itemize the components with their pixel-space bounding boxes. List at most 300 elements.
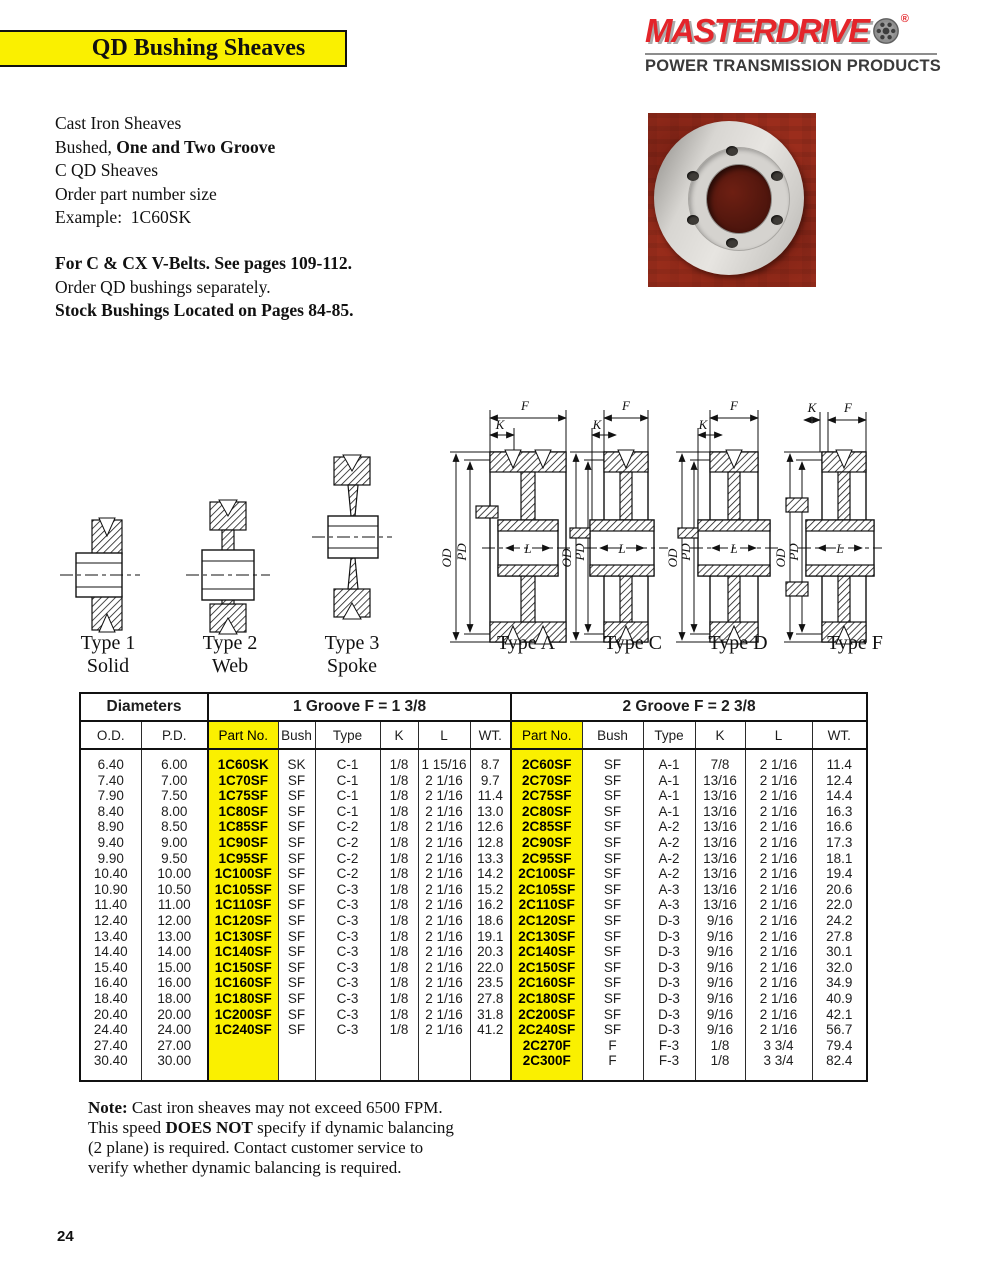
table-cell: D-3: [643, 929, 695, 945]
table-cell: 24.2: [812, 913, 867, 929]
table-cell: 10.50: [141, 882, 208, 898]
table-cell: 1/8: [380, 773, 418, 789]
part-no-cell: 2C180SF: [511, 991, 582, 1007]
table-cell: 1/8: [380, 944, 418, 960]
table-cell: C-1: [315, 788, 380, 804]
table-cell: 13/16: [695, 819, 745, 835]
table-row: [80, 1007, 867, 1023]
logo-divider: [645, 53, 937, 55]
table-cell: [315, 1053, 380, 1081]
part-no-cell: 1C110SF: [208, 897, 278, 913]
table-cell: 12.6: [470, 819, 511, 835]
table-cell: 9.40: [97, 834, 124, 850]
table-cell: SF: [582, 929, 643, 945]
table-cell: 30.00: [141, 1053, 208, 1081]
table-row: [80, 975, 867, 991]
col-header-part-no-2: Part No.: [511, 721, 582, 749]
logo-tagline: POWER TRANSMISSION PRODUCTS: [645, 57, 941, 75]
table-cell: SF: [582, 882, 643, 898]
part-no-cell: 2C75SF: [511, 788, 582, 804]
table-cell: SF: [582, 1022, 643, 1038]
part-no-cell: 1C200SF: [208, 1007, 278, 1023]
page-number: 24: [57, 1228, 74, 1245]
table-cell: 2 1/16: [745, 819, 812, 835]
table-cell: 9/16: [695, 913, 745, 929]
table-cell: 1/8: [695, 1053, 745, 1081]
table-cell: 13/16: [695, 835, 745, 851]
table-cell: 2 1/16: [418, 773, 470, 789]
table-cell: C-3: [315, 960, 380, 976]
table-cell: 1/8: [380, 835, 418, 851]
table-cell: 2 1/16: [418, 882, 470, 898]
table-row: [80, 897, 867, 913]
table-cell: A-3: [643, 897, 695, 913]
logo-brand-text: MASTERDRIVE: [645, 12, 869, 49]
table-cell: 17.3: [812, 835, 867, 851]
table-row: [80, 749, 867, 773]
table-cell: 1/8: [380, 929, 418, 945]
part-no-cell: 2C110SF: [511, 897, 582, 913]
table-cell: 56.7: [812, 1022, 867, 1038]
dim-label-L: L: [524, 541, 532, 556]
table-cell: 9/16: [695, 975, 745, 991]
table-cell: D-3: [643, 960, 695, 976]
table-cell: 1/8: [380, 851, 418, 867]
table-cell: 1/8: [380, 749, 418, 773]
table-cell: 1/8: [380, 819, 418, 835]
table-row: [80, 929, 867, 945]
table-cell: 13/16: [695, 897, 745, 913]
table-group-header-row: [80, 693, 867, 721]
part-no-cell: 2C70SF: [511, 773, 582, 789]
table-cell: 1 15/16: [418, 749, 470, 773]
table-cell: A-2: [643, 851, 695, 867]
table-cell: SF: [278, 804, 315, 820]
table-cell: 12.8: [470, 835, 511, 851]
diagram-caption-type-3: Type 3 Spoke: [324, 632, 380, 677]
table-cell: 30.1: [812, 944, 867, 960]
table-cell: 6.40: [97, 757, 124, 772]
table-cell: 2 1/16: [745, 944, 812, 960]
table-cell: SF: [278, 913, 315, 929]
table-cell: 2 1/16: [745, 929, 812, 945]
part-no-cell: 1C100SF: [208, 866, 278, 882]
table-cell: 3 3/4: [745, 1038, 812, 1054]
part-no-cell: 2C85SF: [511, 819, 582, 835]
table-cell: C-3: [315, 882, 380, 898]
table-cell: 2 1/16: [418, 960, 470, 976]
table-cell: 11.4: [812, 749, 867, 773]
table-cell: 2 1/16: [745, 960, 812, 976]
part-no-cell: 2C60SF: [511, 749, 582, 773]
table-cell: 13/16: [695, 804, 745, 820]
bolt-hole: [687, 215, 699, 225]
dim-label-F: F: [730, 398, 738, 413]
table-cell: SF: [582, 960, 643, 976]
bolt-hole: [771, 171, 783, 181]
table-row: [80, 804, 867, 820]
dim-label-PD: PD: [454, 543, 469, 561]
col-header-bush-2: Bush: [582, 721, 643, 749]
part-no-cell: 2C120SF: [511, 913, 582, 929]
table-cell: 2 1/16: [418, 851, 470, 867]
table-cell: D-3: [643, 1007, 695, 1023]
table-cell: 2 1/16: [745, 749, 812, 773]
group-header-diameters: Diameters: [106, 698, 182, 715]
table-cell: 2 1/16: [418, 929, 470, 945]
table-cell: 20.00: [141, 1007, 208, 1023]
table-cell: SF: [278, 960, 315, 976]
table-cell: 10.40: [93, 866, 128, 882]
table-cell: 13.00: [141, 929, 208, 945]
diagram-caption-type-f: Type F: [827, 632, 883, 654]
table-cell: [418, 1038, 470, 1054]
table-cell: 1/8: [380, 804, 418, 820]
table-cell: 2 1/16: [418, 897, 470, 913]
table-cell: 19.1: [470, 929, 511, 945]
table-cell: 12.40: [93, 912, 128, 928]
table-cell: C-2: [315, 866, 380, 882]
table-cell: 42.1: [812, 1007, 867, 1023]
table-cell: SK: [278, 749, 315, 773]
table-cell: C-3: [315, 1007, 380, 1023]
table-cell: C-3: [315, 944, 380, 960]
part-no-cell: 2C80SF: [511, 804, 582, 820]
table-cell: 24.40: [93, 1022, 128, 1038]
table-cell: 10.00: [141, 866, 208, 882]
table-cell: C-3: [315, 975, 380, 991]
table-cell: 2 1/16: [418, 788, 470, 804]
dim-label-PD: PD: [678, 543, 693, 561]
part-no-cell: 2C270F: [511, 1038, 582, 1054]
table-cell: 1/8: [380, 1007, 418, 1023]
table-cell: A-2: [643, 866, 695, 882]
table-cell: 14.2: [470, 866, 511, 882]
table-cell: 2 1/16: [418, 944, 470, 960]
table-cell: 1/8: [380, 788, 418, 804]
table-cell: SF: [582, 804, 643, 820]
table-cell: 32.0: [812, 960, 867, 976]
sheave-bore: [706, 164, 772, 234]
table-cell: 2 1/16: [745, 975, 812, 991]
table-cell: [418, 1053, 470, 1081]
ordering-info: [55, 252, 354, 323]
table-cell: SF: [278, 929, 315, 945]
diagram-caption-type-1: Type 1 Solid: [80, 632, 136, 677]
type-1-diagram: [60, 518, 140, 632]
table-cell: 9/16: [695, 929, 745, 945]
table-cell: 2 1/16: [745, 1022, 812, 1038]
table-cell: 7.40: [97, 772, 124, 788]
table-cell: [380, 1053, 418, 1081]
table-cell: 9/16: [695, 960, 745, 976]
table-cell: 2 1/16: [745, 851, 812, 867]
product-description: [55, 112, 275, 230]
table-cell: SF: [582, 773, 643, 789]
sheave-table-body: [80, 749, 867, 1081]
table-row: [80, 913, 867, 929]
table-cell: D-3: [643, 913, 695, 929]
table-cell: C-2: [315, 819, 380, 835]
table-cell: 13/16: [695, 788, 745, 804]
bolt-hole: [687, 171, 699, 181]
type-d-diagram: [665, 398, 778, 644]
table-cell: 10.90: [93, 881, 128, 897]
table-cell: D-3: [643, 991, 695, 1007]
dim-label-PD: PD: [786, 543, 801, 561]
table-cell: 22.0: [812, 897, 867, 913]
table-cell: 9.00: [141, 835, 208, 851]
table-cell: 2 1/16: [745, 913, 812, 929]
table-cell: SF: [278, 1022, 315, 1038]
gear-icon: [871, 15, 901, 50]
dim-label-L: L: [730, 541, 738, 556]
table-cell: 2 1/16: [418, 866, 470, 882]
part-no-cell: 2C160SF: [511, 975, 582, 991]
table-cell: 14.4: [812, 788, 867, 804]
dim-label-OD: OD: [773, 548, 788, 568]
table-cell: 12.00: [141, 913, 208, 929]
table-cell: SF: [278, 975, 315, 991]
col-header-k-1: K: [380, 721, 418, 749]
group-header-two-groove: 2 Groove F = 2 3/8: [511, 693, 867, 721]
table-row: [80, 851, 867, 867]
table-cell: 1/8: [380, 882, 418, 898]
table-cell: 16.2: [470, 897, 511, 913]
part-no-cell: 2C140SF: [511, 944, 582, 960]
table-cell: C-1: [315, 749, 380, 773]
table-cell: A-2: [643, 835, 695, 851]
description-line: Cast Iron Sheaves: [55, 113, 182, 133]
col-header-type-2: Type: [643, 721, 695, 749]
part-no-cell: 2C200SF: [511, 1007, 582, 1023]
table-cell: C-3: [315, 1022, 380, 1038]
bolt-hole: [726, 238, 738, 248]
table-cell: [315, 1038, 380, 1054]
table-cell: 13/16: [695, 773, 745, 789]
table-cell: 82.4: [812, 1053, 867, 1081]
table-cell: F-3: [643, 1038, 695, 1054]
table-cell: [470, 1038, 511, 1054]
table-row: [80, 991, 867, 1007]
table-row: [80, 944, 867, 960]
diagram-caption-type-a: Type A: [496, 632, 556, 654]
dim-label-K: K: [495, 417, 505, 432]
table-cell: [278, 1038, 315, 1054]
dim-label-L: L: [618, 541, 626, 556]
table-cell: 16.3: [812, 804, 867, 820]
col-header-k-2: K: [695, 721, 745, 749]
registered-mark: ®: [900, 13, 909, 25]
description-line: Order part number size: [55, 183, 217, 204]
dim-label-OD: OD: [559, 548, 574, 568]
table-cell: 13.40: [93, 928, 128, 944]
col-header-od: O.D.: [80, 721, 141, 749]
footnote: [88, 1098, 454, 1178]
masterdrive-logo: [645, 14, 945, 76]
sheave-image: [654, 121, 804, 275]
table-cell: C-3: [315, 913, 380, 929]
table-cell: C-1: [315, 773, 380, 789]
table-cell: 14.00: [141, 944, 208, 960]
table-cell: 41.2: [470, 1022, 511, 1038]
table-cell: SF: [278, 788, 315, 804]
diagram-caption-type-d: Type D: [708, 632, 768, 654]
table-cell: SF: [582, 913, 643, 929]
table-cell: SF: [582, 991, 643, 1007]
table-cell: C-2: [315, 835, 380, 851]
part-no-cell: 1C70SF: [208, 773, 278, 789]
col-header-pd: P.D.: [141, 721, 208, 749]
table-column-header-row: [80, 721, 867, 749]
table-cell: 9/16: [695, 991, 745, 1007]
table-cell: 15.2: [470, 882, 511, 898]
part-no-cell: 1C105SF: [208, 882, 278, 898]
table-cell: A-1: [643, 804, 695, 820]
type-a-diagram: [439, 398, 574, 644]
table-cell: A-1: [643, 773, 695, 789]
table-row: [80, 960, 867, 976]
table-cell: 2 1/16: [418, 819, 470, 835]
table-cell: SF: [582, 975, 643, 991]
table-cell: A-1: [643, 749, 695, 773]
product-photo: [648, 113, 816, 287]
table-cell: 1/8: [380, 960, 418, 976]
table-cell: 18.00: [141, 991, 208, 1007]
table-cell: 2 1/16: [745, 773, 812, 789]
table-row: [80, 882, 867, 898]
table-cell: [380, 1038, 418, 1054]
table-row: [80, 773, 867, 789]
table-cell: 12.4: [812, 773, 867, 789]
table-cell: 27.40: [93, 1037, 128, 1053]
table-cell: 34.9: [812, 975, 867, 991]
ordering-line: Stock Bushings Located on Pages 84-85.: [55, 300, 354, 320]
table-cell: 1/8: [380, 975, 418, 991]
description-line: Example: 1C60SK: [55, 207, 192, 227]
table-cell: 1/8: [380, 897, 418, 913]
table-cell: 1/8: [380, 913, 418, 929]
part-no-cell: 1C140SF: [208, 944, 278, 960]
table-cell: 7.00: [141, 773, 208, 789]
part-no-cell: 1C90SF: [208, 835, 278, 851]
table-cell: 2 1/16: [745, 991, 812, 1007]
table-row: [80, 1022, 867, 1038]
dim-label-PD: PD: [572, 543, 587, 561]
col-header-l-1: L: [418, 721, 470, 749]
dim-label-F: F: [521, 398, 529, 413]
table-cell: F: [582, 1053, 643, 1081]
table-cell: 2 1/16: [745, 882, 812, 898]
table-cell: 1/8: [380, 1022, 418, 1038]
table-cell: 1/8: [695, 1038, 745, 1054]
group-header-one-groove: 1 Groove F = 1 3/8: [208, 693, 511, 721]
table-cell: 2 1/16: [418, 913, 470, 929]
table-cell: SF: [582, 851, 643, 867]
dim-label-OD: OD: [665, 548, 680, 568]
table-cell: 1/8: [380, 991, 418, 1007]
table-cell: 9/16: [695, 944, 745, 960]
table-row: [80, 835, 867, 851]
table-cell: SF: [582, 1007, 643, 1023]
col-header-wt-2: WT.: [812, 721, 867, 749]
part-no-cell: 2C150SF: [511, 960, 582, 976]
part-no-cell: 2C300F: [511, 1053, 582, 1081]
table-cell: 8.50: [141, 819, 208, 835]
bolt-hole: [726, 146, 738, 156]
table-cell: 2 1/16: [418, 975, 470, 991]
part-no-cell: [208, 1053, 278, 1081]
table-cell: 11.00: [141, 897, 208, 913]
footnote-line: This speed DOES NOT specify if dynamic balancing: [88, 1118, 454, 1137]
diagram-caption-type-c: Type C: [603, 632, 663, 654]
sheave-spec-table: [79, 692, 868, 1082]
ordering-line: For C & CX V-Belts. See pages 109-112.: [55, 253, 352, 273]
table-cell: 2 1/16: [418, 835, 470, 851]
table-cell: 16.6: [812, 819, 867, 835]
table-cell: 8.7: [470, 749, 511, 773]
table-cell: SF: [582, 819, 643, 835]
part-no-cell: 1C60SK: [208, 749, 278, 773]
table-cell: 23.5: [470, 975, 511, 991]
part-no-cell: [208, 1038, 278, 1054]
dim-label-K: K: [698, 417, 708, 432]
table-cell: 40.9: [812, 991, 867, 1007]
table-cell: SF: [278, 851, 315, 867]
table-cell: SF: [278, 835, 315, 851]
diagram-caption-type-2: Type 2 Web: [202, 632, 258, 677]
part-no-cell: 2C100SF: [511, 866, 582, 882]
table-cell: C-2: [315, 851, 380, 867]
table-cell: 13/16: [695, 866, 745, 882]
table-cell: D-3: [643, 944, 695, 960]
part-no-cell: 1C85SF: [208, 819, 278, 835]
table-cell: SF: [278, 882, 315, 898]
col-header-bush-1: Bush: [278, 721, 315, 749]
table-cell: 8.40: [97, 803, 124, 819]
page-title: QD Bushing Sheaves: [91, 35, 306, 61]
table-cell: F: [582, 1038, 643, 1054]
table-cell: 27.8: [812, 929, 867, 945]
dim-label-K: K: [807, 400, 817, 415]
table-cell: 2 1/16: [418, 991, 470, 1007]
table-cell: 13/16: [695, 882, 745, 898]
table-cell: 13/16: [695, 851, 745, 867]
type-2-diagram: [186, 500, 270, 634]
table-cell: 8.00: [141, 804, 208, 820]
col-header-wt-1: WT.: [470, 721, 511, 749]
table-cell: 31.8: [470, 1007, 511, 1023]
title-banner: [0, 30, 347, 67]
table-cell: 6.00: [141, 749, 208, 773]
table-cell: 2 1/16: [745, 788, 812, 804]
table-cell: 7.50: [141, 788, 208, 804]
dim-label-K: K: [592, 417, 602, 432]
footnote-line: verify whether dynamic balancing is required.: [88, 1158, 402, 1177]
table-cell: SF: [278, 991, 315, 1007]
part-no-cell: 1C75SF: [208, 788, 278, 804]
dim-label-L: L: [836, 541, 844, 556]
table-cell: 9.90: [97, 850, 124, 866]
dim-label-OD: OD: [439, 548, 454, 568]
description-line: C QD Sheaves: [55, 160, 159, 180]
table-row: [80, 866, 867, 882]
table-cell: 24.00: [141, 1022, 208, 1038]
ordering-line: Order QD bushings separately.: [55, 276, 271, 297]
part-no-cell: 1C80SF: [208, 804, 278, 820]
part-no-cell: 2C90SF: [511, 835, 582, 851]
table-cell: 7.90: [97, 788, 124, 804]
